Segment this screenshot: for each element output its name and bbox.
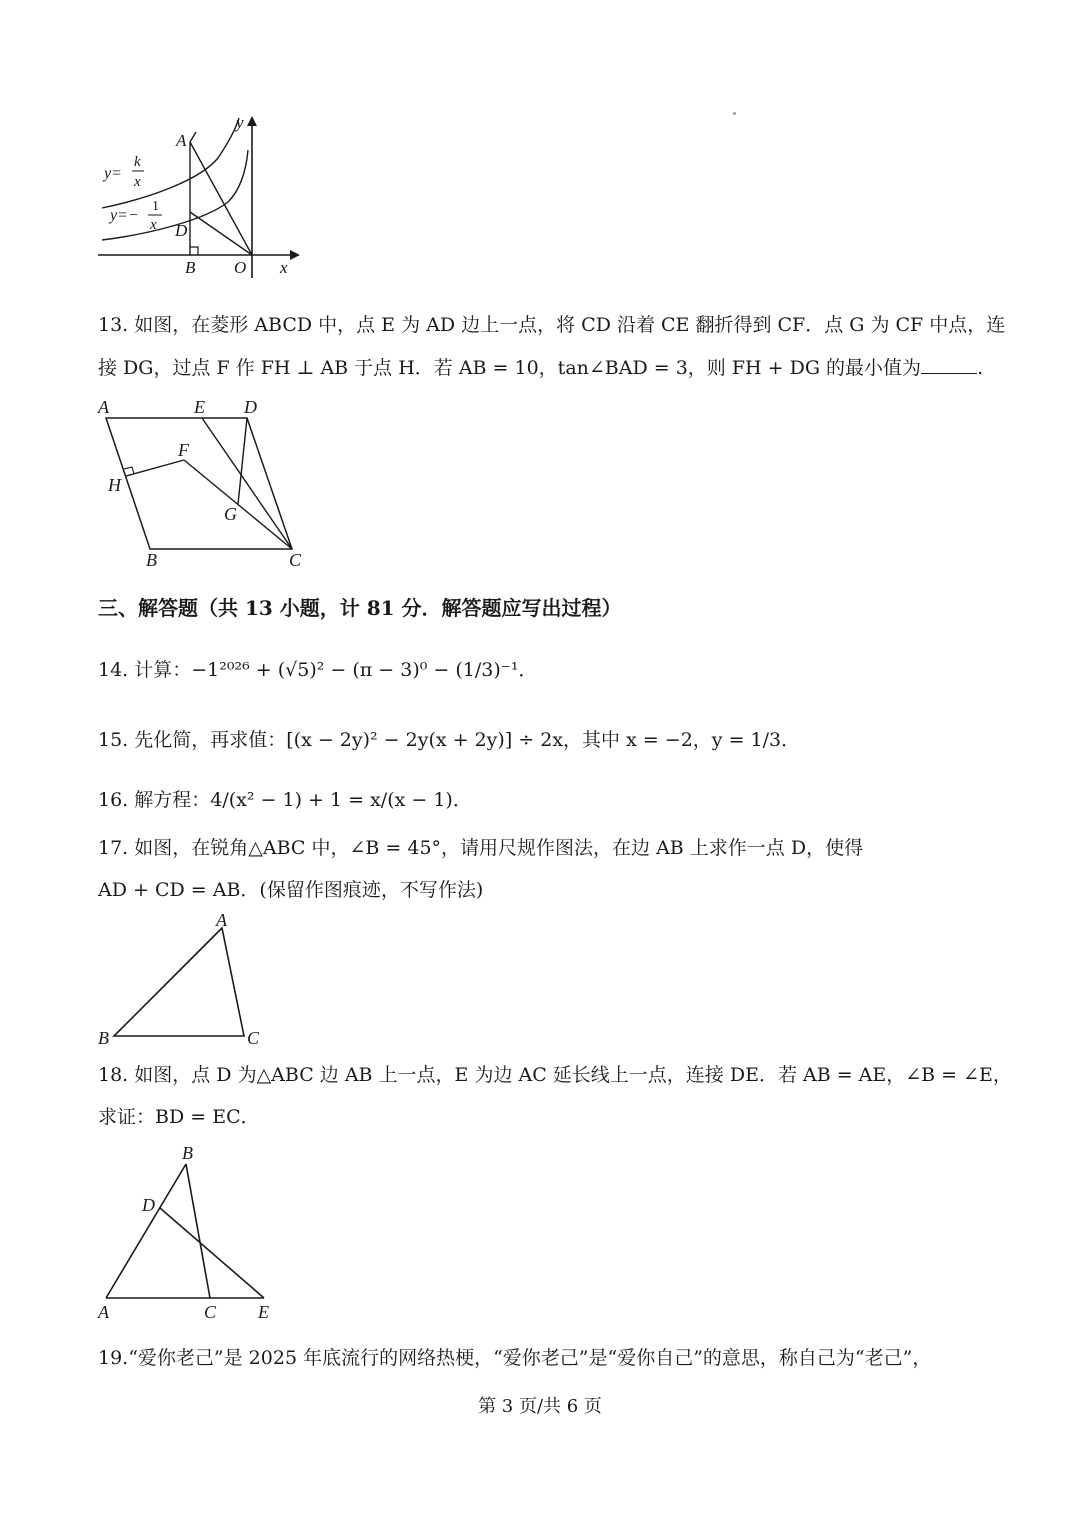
- svg-text:k: k: [134, 154, 141, 170]
- right-angle-mark-b: [190, 247, 198, 255]
- segment-ab: [106, 1164, 186, 1298]
- q16: 16. 解方程：4/(x² − 1) + 1 = x/(x − 1)．: [98, 789, 472, 811]
- x-axis-arrow: [290, 250, 300, 260]
- label-b: B: [98, 1028, 109, 1048]
- segment-do: [190, 212, 252, 255]
- label-d: D: [175, 221, 188, 240]
- label-b: B: [185, 258, 196, 277]
- curve-label-neg-1-over-x: [108, 199, 162, 233]
- q18-line2: 求证：BD = EC．: [98, 1106, 260, 1128]
- label-b: B: [182, 1143, 193, 1163]
- label-d: D: [142, 1195, 155, 1215]
- label-x-axis: x: [280, 258, 288, 277]
- label-c: C: [204, 1302, 217, 1322]
- segment-fc: [184, 460, 292, 549]
- svg-text:x: x: [150, 217, 157, 233]
- label-h: H: [108, 475, 121, 495]
- q15: 15. 先化简，再求值：[(x − 2y)² − 2y(x + 2y)] ÷ 2x，其中 x = −2，y = 1/3．: [98, 729, 801, 751]
- figure-q12: [90, 110, 310, 280]
- rhombus-abcd: [106, 418, 292, 549]
- label-d: D: [244, 397, 257, 417]
- answer-blank: [921, 357, 977, 374]
- figure-q13: [92, 392, 322, 572]
- segment-ao: [190, 142, 252, 255]
- label-f: F: [178, 440, 189, 460]
- figure-q18: [94, 1140, 284, 1322]
- q18-line1: 18. 如图，点 D 为△ABC 边 AB 上一点，E 为边 AC 延长线上一点，连接 DE．若 AB = AE，∠B = ∠E，: [98, 1064, 1012, 1086]
- svg-text:y=−: y=−: [110, 207, 139, 224]
- q17-line2: AD + CD = AB．(保留作图痕迹，不写作法): [98, 879, 484, 901]
- label-a: A: [216, 910, 227, 930]
- q19-line1: 19.“爱你老己”是 2025 年底流行的网络热梗，“爱你老己”是“爱你自己”的意思，称自己为“老己”，: [98, 1347, 932, 1369]
- label-a: A: [98, 1302, 109, 1322]
- label-o: O: [234, 258, 247, 277]
- figure-q17: [94, 906, 274, 1048]
- segment-ec: [202, 418, 292, 549]
- triangle-abc: [114, 928, 244, 1036]
- right-angle-mark-h: [124, 467, 134, 474]
- section-heading: 三、解答题（共 13 小题，计 81 分．解答题应写出过程）: [98, 596, 622, 620]
- segment-dg: [238, 418, 247, 504]
- label-c: C: [289, 550, 302, 570]
- page-number: 第 3 页/共 6 页: [478, 1396, 602, 1417]
- q13-line2-text: 接 DG，过点 F 作 FH ⊥ AB 于点 H．若 AB = 10，tan∠BAD = 3，则 FH + DG 的最小值为: [98, 357, 922, 379]
- q14: 14. 计算：−1²⁰²⁶ + (√5)² − (π − 3)⁰ − (1/3)⁻¹．: [98, 659, 538, 681]
- label-c: C: [247, 1028, 260, 1048]
- label-g: G: [224, 504, 237, 524]
- q13-line2: 接 DG，过点 F 作 FH ⊥ AB 于点 H．若 AB = 10，tan∠BAD = 3，则 FH + DG 的最小值为 .: [98, 357, 984, 379]
- label-a: A: [98, 397, 109, 417]
- label-e: E: [258, 1302, 269, 1322]
- segment-hf: [126, 460, 184, 476]
- label-y-axis: y: [236, 113, 244, 132]
- label-b: B: [146, 550, 157, 570]
- y-axis-arrow: [247, 116, 257, 126]
- q17-line1: 17. 如图，在锐角△ABC 中，∠B = 45°，请用尺规作图法，在边 AB 上求作一点 D，使得: [98, 837, 864, 859]
- svg-text:x: x: [134, 174, 141, 190]
- curve-label-k-over-x: [102, 154, 144, 190]
- svg-text:y=: y=: [104, 165, 122, 182]
- q13-line1: 13. 如图，在菱形 ABCD 中，点 E 为 AD 边上一点，将 CD 沿着 CE 翻折得到 CF．点 G 为 CF 中点，连: [98, 314, 1006, 336]
- svg-text:1: 1: [152, 199, 159, 214]
- segment-bc: [186, 1164, 210, 1298]
- label-a: A: [176, 131, 187, 150]
- label-e: E: [194, 397, 205, 417]
- speck: [733, 112, 736, 115]
- segment-de: [160, 1208, 264, 1298]
